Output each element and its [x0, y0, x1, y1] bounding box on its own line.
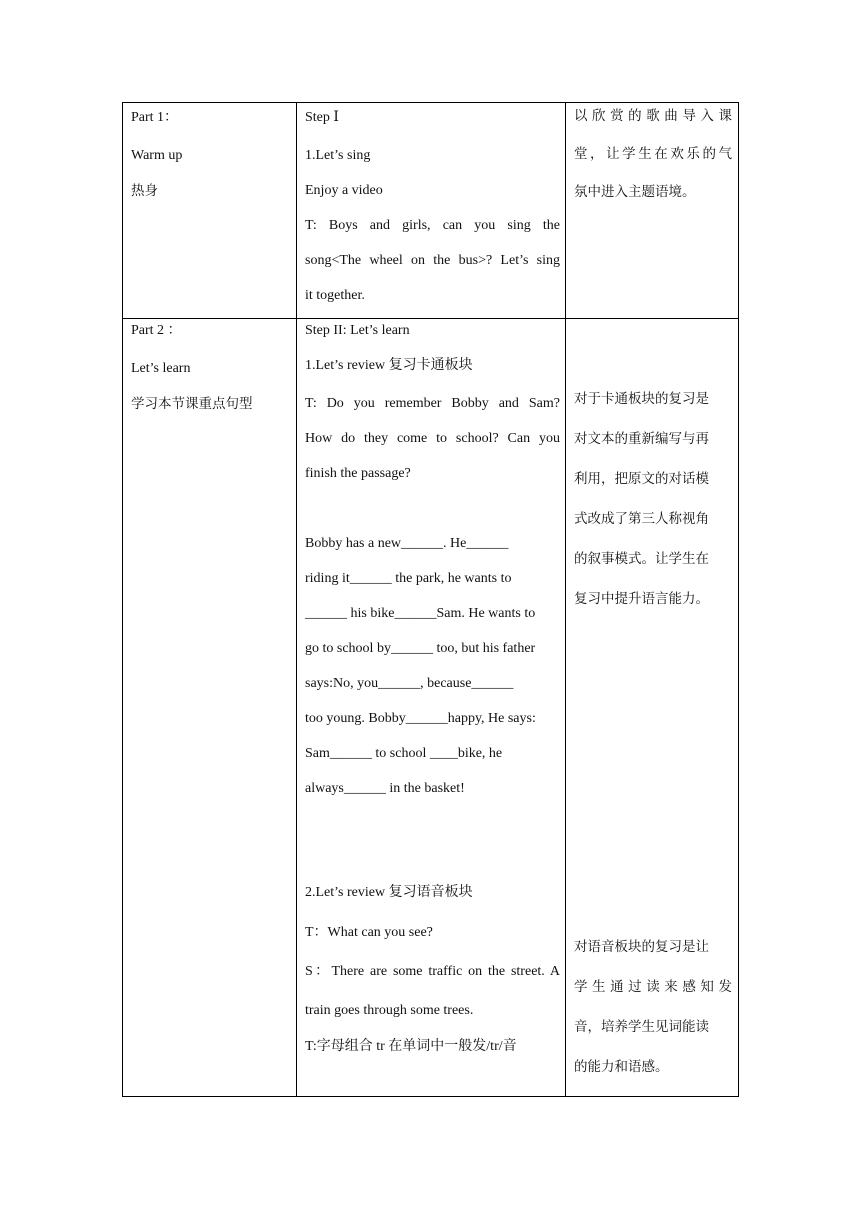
- phonics-line: S：There are some traffic on the street. A: [305, 964, 560, 979]
- part1-purpose-line: 氛中进入主题语境。: [574, 184, 696, 200]
- part2-purpose-line: 利用，把原文的对话模: [574, 471, 709, 487]
- lesson-plan-table: [122, 102, 739, 1097]
- part1-video: Enjoy a video: [305, 183, 383, 198]
- part1-step: Step Ⅰ: [305, 110, 339, 125]
- part1-label-cell: [123, 103, 297, 319]
- part1-name-cn: 热身: [131, 183, 158, 199]
- passage-line: Bobby has a new______. He______: [305, 536, 509, 551]
- part2-label-cell: [123, 319, 297, 1097]
- passage-line: too young. Bobby______happy, He says:: [305, 711, 536, 726]
- table-row-part1: [123, 103, 739, 319]
- passage-line: ______ his bike______Sam. He wants to: [305, 606, 536, 621]
- part2-purpose-line: 的叙事模式。让学生在: [574, 551, 709, 567]
- passage-line: always______ in the basket!: [305, 781, 465, 796]
- part1-purpose-cell: [566, 103, 739, 319]
- part1-teacher-line: song<The wheel on the bus>? Let’s sing: [305, 253, 560, 268]
- part1-activity: 1.Let’s sing: [305, 148, 371, 163]
- part2-teacher-line: finish the passage?: [305, 466, 411, 481]
- part2-title: Part 2 ：: [131, 323, 182, 338]
- table-row-part2: [123, 319, 739, 1097]
- part2-purpose-line: 对语音板块的复习是让: [574, 939, 709, 955]
- part2-purpose-line: 对于卡通板块的复习是: [574, 391, 709, 407]
- part2-activity-1: 1.Let’s review 复习卡通板块: [305, 358, 473, 373]
- part2-name: Let’s learn: [131, 361, 191, 376]
- part2-purpose-line: 复习中提升语言能力。: [574, 591, 709, 607]
- part2-purpose-cell: [566, 319, 739, 1097]
- part2-purpose-line: 的能力和语感。: [574, 1059, 669, 1075]
- part2-activity-2: 2.Let’s review 复习语音板块: [305, 885, 473, 900]
- part1-title: Part 1：: [131, 110, 179, 125]
- part2-purpose-line: 对文本的重新编写与再: [574, 431, 709, 447]
- part1-purpose-line: 堂，让学生在欢乐的气: [574, 146, 732, 162]
- part2-purpose-line: 式改成了第三人称视角: [574, 511, 709, 527]
- phonics-line: T：What can you see?: [305, 925, 433, 940]
- passage-line: says:No, you______, because______: [305, 676, 514, 691]
- part2-step: Step II: Let’s learn: [305, 323, 410, 338]
- part1-procedure-cell: [297, 103, 566, 319]
- part2-procedure-cell: [297, 319, 566, 1097]
- part2-teacher-line: How do they come to school? Can you: [305, 431, 560, 446]
- part2-purpose-line: 音，培养学生见词能读: [574, 1019, 709, 1035]
- passage-line: riding it______ the park, he wants to: [305, 571, 512, 586]
- passage-line: go to school by______ too, but his father: [305, 641, 536, 656]
- part1-name: Warm up: [131, 148, 183, 163]
- phonics-line: train goes through some trees.: [305, 1003, 474, 1018]
- part1-teacher-line: T: Boys and girls, can you sing the: [305, 218, 560, 233]
- passage-line: Sam______ to school ____bike, he: [305, 746, 503, 761]
- part1-teacher-line: it together.: [305, 288, 365, 303]
- part2-purpose-line: 学生通过读来感知发: [574, 979, 732, 995]
- part1-purpose-line: 以欣赏的歌曲导入课: [574, 108, 732, 124]
- phonics-line: T:字母组合 tr 在单词中一般发/tr/音: [305, 1039, 517, 1054]
- part2-teacher-line: T: Do you remember Bobby and Sam?: [305, 396, 560, 411]
- part2-name-cn: 学习本节课重点句型: [131, 396, 253, 412]
